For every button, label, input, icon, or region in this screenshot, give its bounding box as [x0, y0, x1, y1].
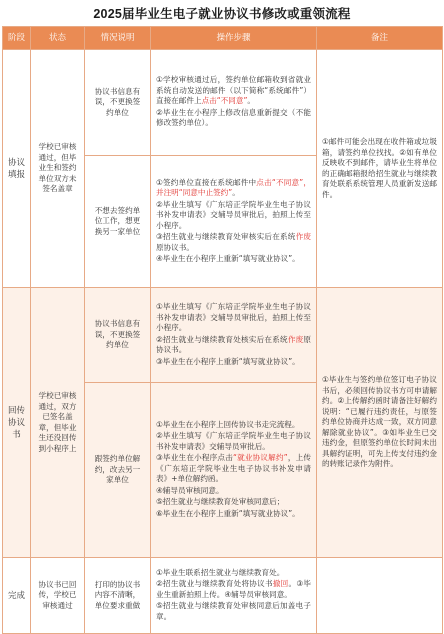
step-text: ①签约单位直接在系统邮件中点击“不同意”，并注明“同意中止签约”。	[156, 177, 311, 197]
header-situation: 情况说明	[85, 27, 151, 50]
table-row	[3, 558, 443, 634]
step-text: ⑤招生就业与继续教育处审核同意后；	[156, 497, 285, 507]
table-row	[3, 50, 443, 156]
step-text: ①毕业生在小程序上回传协议书走完流程。	[156, 419, 300, 429]
table-row	[3, 288, 443, 383]
note-cell: ①邮件可能会出现在收件箱或垃圾箱，请签约单位找找。②如有单位反映收不到邮件，请毕业生将单位的正确邮箱报给招生就业与继续教育处联系系统管理人员重新发送邮件。	[317, 50, 443, 288]
table-header-row	[3, 27, 443, 50]
steps-cell	[151, 383, 317, 558]
steps-cell	[151, 558, 317, 634]
step-text: ②毕业生在小程序上修改信息重新提交（不能修改签约单位）。	[156, 107, 311, 128]
step-text: ②招生就业与继续教育处核实后在系统作废原协议书。	[156, 334, 312, 354]
situation-cell: 协议书信息有误，不更换签约单位	[85, 288, 151, 383]
header-stage: 阶段	[3, 27, 31, 50]
step-text: ①学校审核通过后，签约单位邮箱收到省就业系统自动发送的邮件（以下简称“系统邮件”）直接在邮件上点击“不同意”。	[156, 75, 311, 106]
steps-cell	[151, 50, 317, 156]
step-text: ②毕业生填写《广东培正学院毕业生电子协议书补发申请表》交辅导员审批后，拍照上传至小程序。	[156, 199, 311, 230]
situation-cell: 跟签约单位解约，改去另一家单位	[85, 383, 151, 558]
document-title: 2025届毕业生电子就业协议书修改或重领流程	[93, 7, 351, 21]
step-text: ②毕业生填写《广东培正学院毕业生电子协议书补发申请表》交辅导员审批后。	[156, 431, 311, 451]
step-text: ⑥毕业生在小程序上重新“填写就业协议”。	[156, 508, 300, 518]
header-status: 状态	[31, 27, 85, 50]
process-table	[2, 26, 443, 634]
steps-cell	[151, 288, 317, 383]
status-cell: 学校已审核通过，双方已签名盖章，但毕业生还没回传到小程序上	[31, 288, 85, 558]
step-text: ③毕业生在小程序点击“就业协议解约”，上传《广东培正学院毕业生电子协议书补发申请表》+单位解约函。	[156, 453, 311, 484]
status-cell: 学校已审核通过，但毕业生和签约单位双方未签名盖章	[31, 50, 85, 288]
stage-cell-complete: 完成	[3, 558, 31, 634]
step-text: ②招生就业与继续教育处将协议书撤回。③毕业生重新拍照上传。④辅导员审核同意。	[156, 579, 312, 599]
step-text: ③招生就业与继续教育处审核实后在系统作废原协议书。	[156, 232, 312, 252]
status-cell: 协议书已回传，学校已审核通过	[31, 558, 85, 634]
header-notes: 备注	[317, 27, 443, 50]
note-cell: ①毕业生与签约单位签订电子协议书后，必须回传协议书方可申请解约。②上传解约函时请备注好解约说明：“已履行违约责任，与原签约单位协商并达成一致，双方同意解除就业协议”。③如毕业生已交违约金，但原签约单位长时间未出具解约证明，可先上传支付违约金的转账记录作为附件。	[317, 288, 443, 558]
step-text: ④毕业生在小程序上重新“填写就业协议”。	[156, 254, 300, 263]
situation-cell: 协议书信息有误，不更换签约单位	[85, 50, 151, 156]
note-cell-empty	[317, 558, 443, 634]
stage-cell-return: 回传协议书	[3, 288, 31, 558]
stage-cell-fill: 协议填报	[3, 50, 31, 288]
step-text: ①毕业生填写《广东培正学院毕业生电子协议书补发申请表》交辅导员审批后，拍照上传至小程序。	[156, 302, 311, 332]
step-text: ①毕业生联系招生就业与继续教育处。	[156, 567, 285, 577]
step-text: ④辅导员审核同意。	[156, 485, 224, 495]
situation-cell: 打印的协议书内容不清晰，单位要求重做	[85, 558, 151, 634]
step-text: ⑤招生就业与继续教育处审核同意后加盖电子章。	[156, 601, 311, 621]
situation-cell: 不想去签约单位工作，想更换另一家单位	[85, 156, 151, 288]
header-steps: 操作步骤	[151, 27, 317, 50]
step-text: ③毕业生在小程序上重新“填写就业协议”。	[156, 356, 300, 366]
steps-cell	[151, 156, 317, 288]
